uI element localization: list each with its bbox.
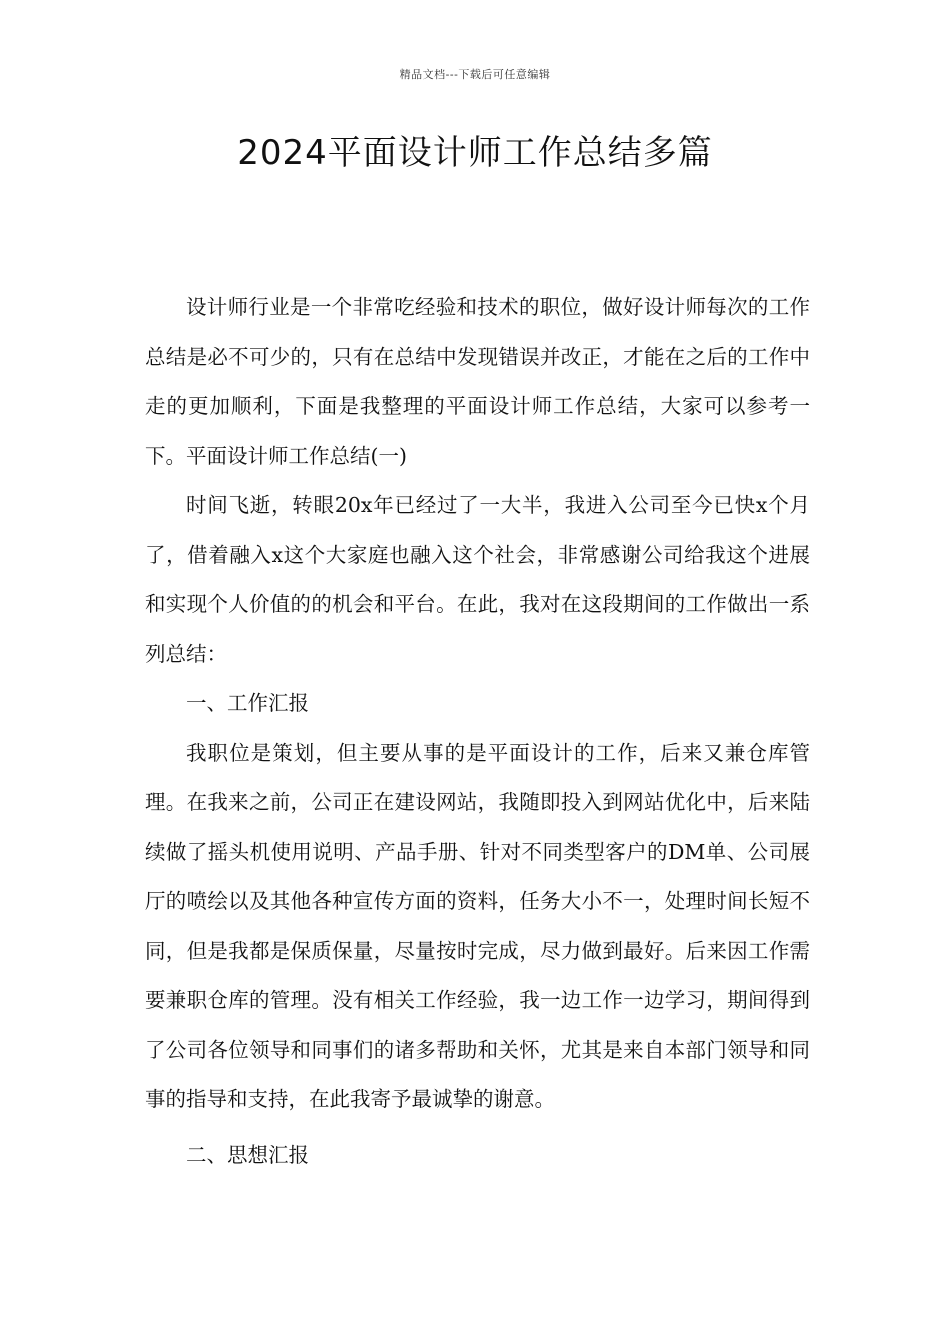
paragraph-intro: 设计师行业是一个非常吃经验和技术的职位，做好设计师每次的工作总结是必不可少的，只有在总结中发现错误并改正，才能在之后的工作中走的更加顺利，下面是我整理的平面设计师工作总结，大家可以参考一下。平面设计师工作总结(一) bbox=[145, 295, 810, 468]
section-heading-thought-report: 二、思想汇报 bbox=[186, 1142, 309, 1167]
page-header-note: 精品文档---下载后可任意编辑 bbox=[399, 68, 551, 81]
paragraph-work-details: 我职位是策划，但主要从事的是平面设计的工作，后来又兼仓库管理。在我来之前，公司正在建设网站，我随即投入到网站优化中，后来陆续做了摇头机使用说明、产品手册、针对不同类型客户的DM单、公司展厅的喷绘以及其他各种宣传方面的资料，任务大小不一，处理时间长短不同，但是我都是保质保量，尽量按时完成，尽力做到最好。后来因工作需要兼职仓库的管理。没有相关工作经验，我一边工作一边学习，期间得到了公司各位领导和同事们的诸多帮助和关怀，尤其是来自本部门领导和同事的指导和支持，在此我寄予最诚挚的谢意。 bbox=[145, 740, 810, 1111]
paragraph-time: 时间飞逝，转眼20x年已经过了一大半，我进入公司至今已快x个月了，借着融入x这个大家庭也融入这个社会，非常感谢公司给我这个进展和实现个人价值的的机会和平台。在此，我对在这段期间的工作做出一系列总结： bbox=[145, 493, 810, 666]
document-title: 2024平面设计师工作总结多篇 bbox=[237, 133, 713, 173]
document-body bbox=[145, 283, 810, 1180]
section-heading-work-report: 一、工作汇报 bbox=[186, 691, 309, 715]
